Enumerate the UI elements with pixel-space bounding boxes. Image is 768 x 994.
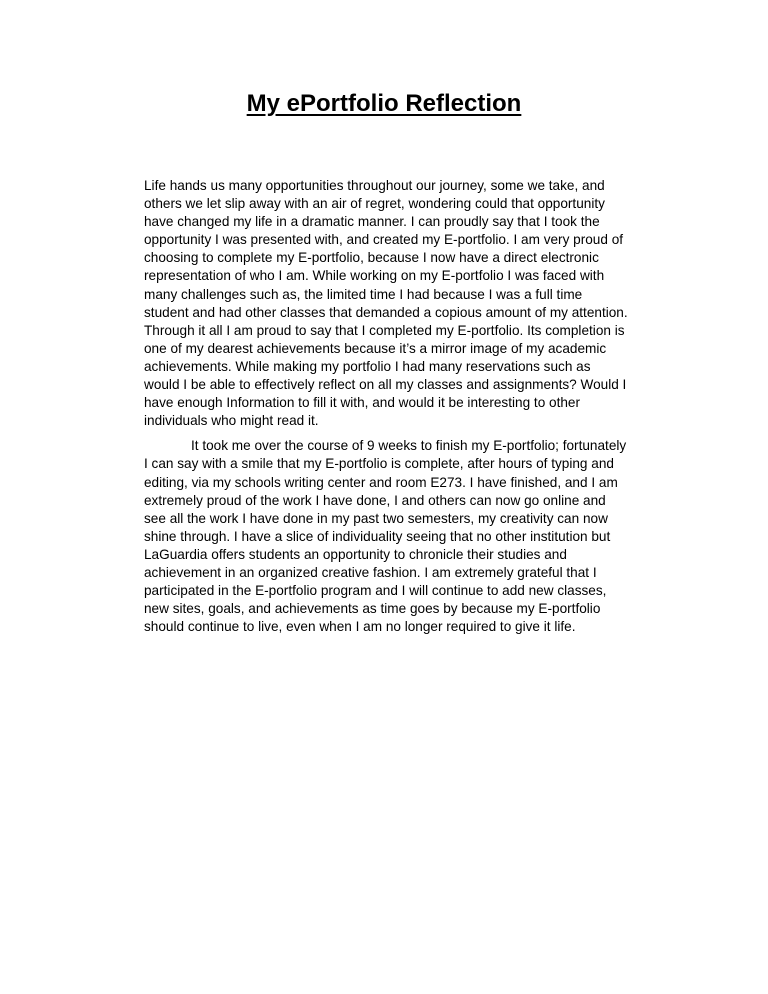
paragraph-1: Life hands us many opportunities throughout our journey, some we take, and others we let slip away with an air of regret, wondering could that opportunity have changed my life in a dramatic manner. I can proudly say that I took the opportunity I was presented with, and created my E-portfolio. I am very proud of choosing to complete my E-portfolio, because I now have a direct electronic representation of who I am. While working on my E-portfolio I was faced with many challenges such as, the limited time I had because I was a full time student and had other classes that demanded a copious amount of my attention. Through it all I am proud to say that I completed my E-portfolio. Its completion is one of my dearest achievements because it’s a mirror image of my academic achievements. While making my portfolio I had many reservations such as would I be able to effectively reflect on all my classes and assignments? Would I have enough Information to fill it with, and would it be interesting to other individuals who might read it.	[144, 178, 628, 429]
document-title: My ePortfolio Reflection	[246, 90, 522, 117]
paragraph-2: It took me over the course of 9 weeks to finish my E-portfolio; fortunately I can say with a smile that my E-portfolio is complete, after hours of typing and editing, via my schools writing center and room E273. I have finished, and I am extremely proud of the work I have done, I and others can now go online and see all the work I have done in my past two semesters, my creativity can now shine through. I have a slice of individuality seeing that no other institution but LaGuardia offers students an opportunity to chronicle their studies and achievement in an organized creative fashion. I am extremely grateful that I participated in the E-portfolio program and I will continue to add new classes, new sites, goals, and achievements as time goes by because my E-portfolio should continue to live, even when I am no longer required to give it life.	[144, 438, 627, 635]
document-body	[144, 177, 628, 636]
